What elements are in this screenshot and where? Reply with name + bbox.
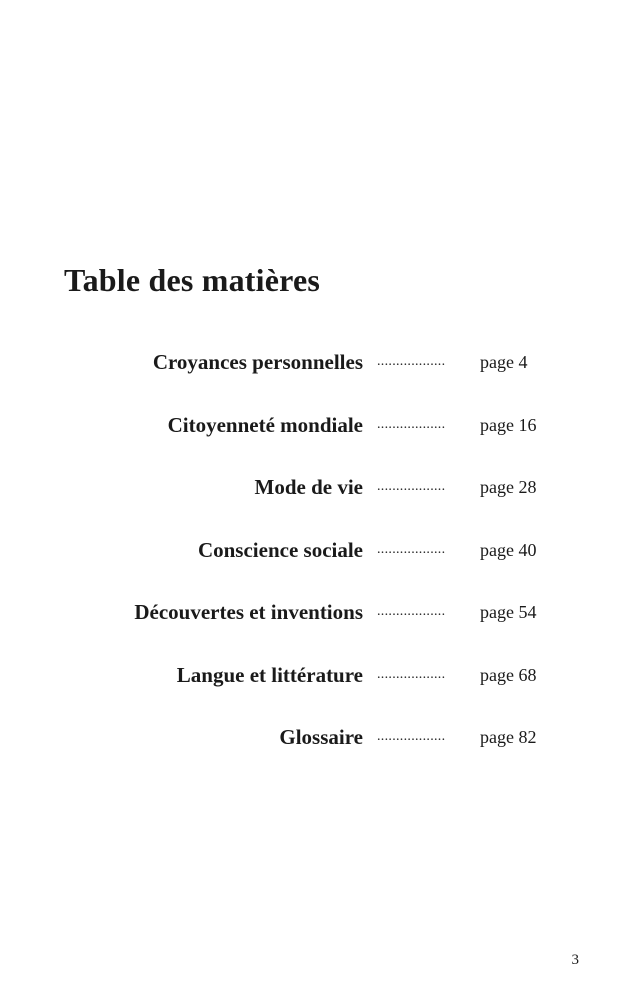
table-of-contents (0, 344, 625, 782)
toc-dot-leader: .................. (377, 729, 446, 744)
toc-page-reference: page 4 (480, 352, 528, 372)
toc-entry (0, 657, 625, 720)
toc-dot-leader: .................. (377, 604, 446, 619)
toc-dot-leader: .................. (377, 666, 446, 682)
toc-page-reference: page 28 (480, 477, 537, 497)
toc-entry-label: Croyances personnelles (152, 350, 363, 374)
toc-entry-label: Conscience sociale (197, 537, 363, 562)
toc-page-reference: page 68 (480, 664, 537, 685)
toc-entry-label: Glossaire (279, 725, 363, 749)
toc-entry (0, 594, 625, 657)
toc-entry (0, 407, 625, 470)
toc-dot-leader: .................. (377, 354, 446, 369)
toc-entry-label: Mode de vie (254, 475, 363, 499)
toc-page-reference: page 16 (480, 414, 537, 435)
toc-entry-label: Citoyenneté mondiale (167, 412, 363, 437)
toc-entry (0, 719, 625, 782)
toc-page-reference: page 40 (480, 539, 537, 560)
toc-page-reference: page 54 (480, 602, 537, 622)
toc-dot-leader: .................. (377, 479, 446, 494)
toc-dot-leader: .................. (377, 416, 446, 432)
page-number: 3 (571, 952, 579, 968)
toc-dot-leader: .................. (377, 541, 446, 557)
toc-entry (0, 469, 625, 532)
toc-page-reference: page 82 (480, 727, 537, 747)
toc-entry (0, 344, 625, 407)
toc-entry-label: Découvertes et inventions (134, 600, 363, 624)
toc-entry (0, 532, 625, 595)
toc-entry-label: Langue et littérature (176, 662, 363, 687)
page-title: Table des matières (64, 262, 321, 298)
